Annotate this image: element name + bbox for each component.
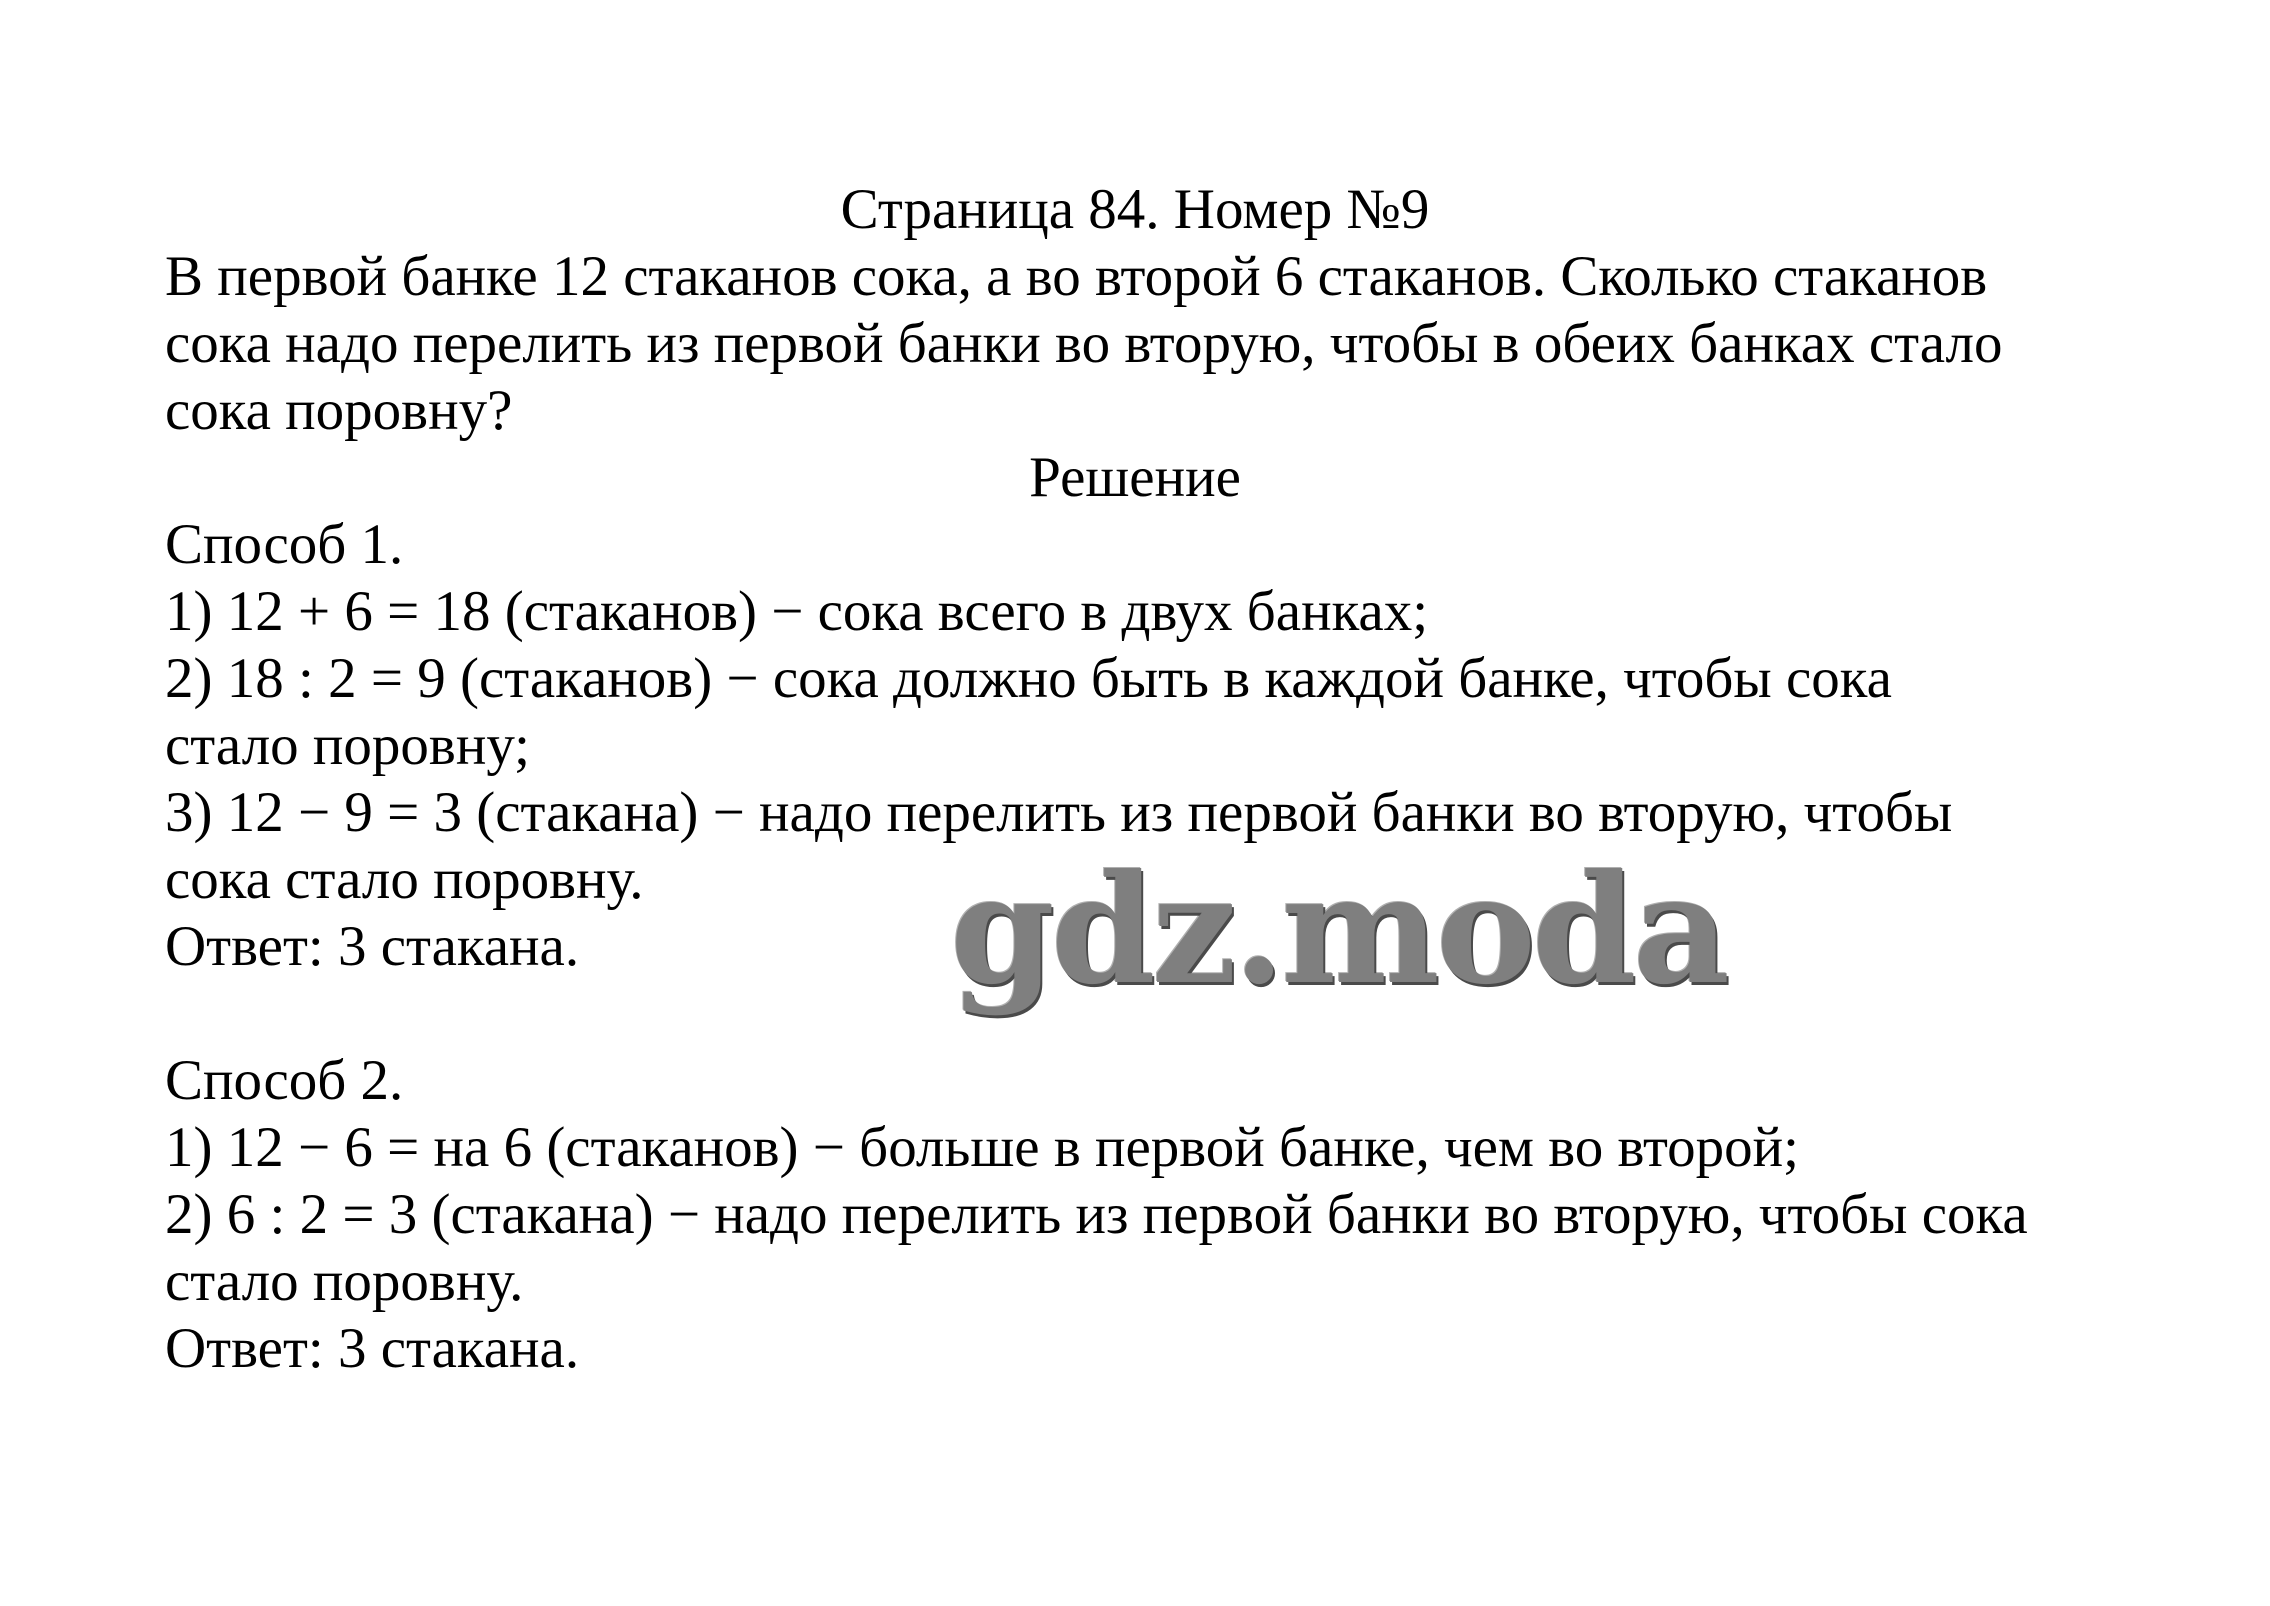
problem-line-2: сока надо перелить из первой банки во вторую, чтобы в обеих банках стало (165, 312, 2003, 375)
method2-answer: Ответ: 3 стакана. (165, 1317, 580, 1380)
watermark-logo: gdz.moda (950, 842, 1727, 1018)
method2-step-1: 1) 12 − 6 = на 6 (стаканов) − больше в первой банке, чем во второй; (165, 1116, 1799, 1179)
page-title: Страница 84. Номер №9 (840, 178, 1430, 241)
method1-step-3-cont: сока стало поровну. (165, 848, 644, 911)
method1-answer: Ответ: 3 стакана. (165, 915, 580, 978)
method2-step-2: 2) 6 : 2 = 3 (стакана) − надо перелить из первой банки во вторую, чтобы сока (165, 1183, 2028, 1246)
problem-line-1: В первой банке 12 стаканов сока, а во второй 6 стаканов. Сколько стаканов (165, 245, 1988, 308)
method1-title: Способ 1. (165, 513, 404, 576)
method1-step-1: 1) 12 + 6 = 18 (стаканов) − сока всего в двух банках; (165, 580, 1429, 643)
method1-step-2: 2) 18 : 2 = 9 (стаканов) − сока должно быть в каждой банке, чтобы сока (165, 647, 1892, 710)
method2-step-2-cont: стало поровну. (165, 1250, 524, 1313)
method1-step-2-cont: стало поровну; (165, 714, 530, 777)
method1-step-3: 3) 12 − 9 = 3 (стакана) − надо перелить из первой банки во вторую, чтобы (165, 781, 1953, 844)
problem-line-3: сока поровну? (165, 379, 513, 442)
solution-heading: Решение (1029, 446, 1241, 509)
method2-title: Способ 2. (165, 1049, 404, 1112)
